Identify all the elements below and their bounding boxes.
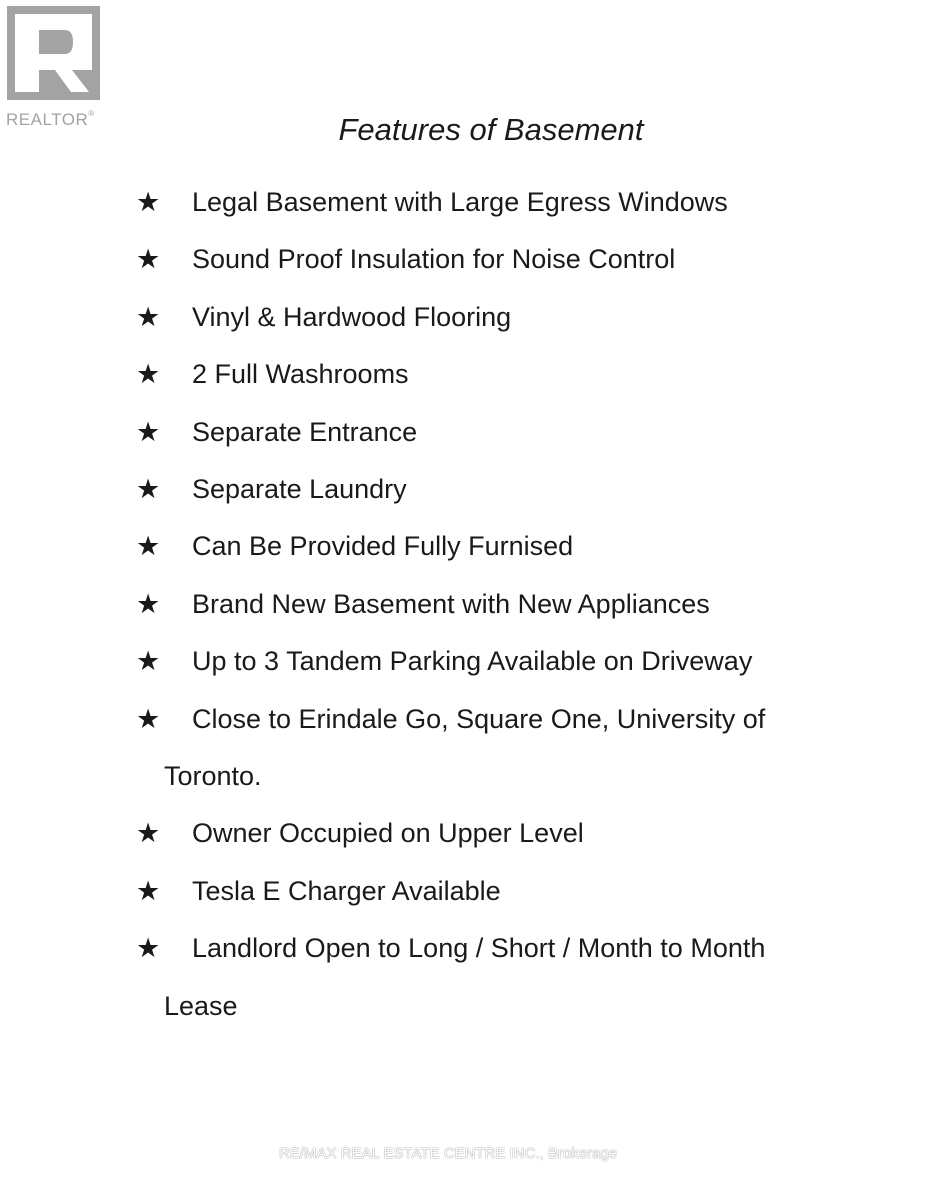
feature-list: [136, 174, 816, 1035]
feature-text: Separate Entrance: [192, 416, 418, 447]
realtor-logo-mark: [7, 6, 100, 100]
star-icon: ★: [136, 474, 161, 506]
realtor-logo-text: REALTOR®: [6, 109, 95, 129]
feature-text: Brand New Basement with New Appliances: [192, 588, 710, 619]
feature-text: Landlord Open to Long / Short / Month to Month: [192, 933, 766, 964]
feature-text-continued: Toronto.: [164, 761, 262, 792]
list-item: [136, 805, 816, 862]
star-icon: ★: [136, 416, 161, 448]
feature-text: Sound Proof Insulation for Noise Control: [192, 244, 676, 275]
feature-text: Legal Basement with Large Egress Windows: [192, 187, 728, 217]
feature-text: Tesla E Charger Available: [192, 875, 501, 906]
star-icon: ★: [136, 588, 161, 620]
feature-text: Separate Laundry: [192, 474, 407, 505]
star-icon: ★: [136, 531, 161, 563]
feature-text: Owner Occupied on Upper Level: [192, 818, 584, 849]
list-item: [136, 289, 816, 346]
list-item: [136, 576, 816, 633]
star-icon: ★: [136, 933, 161, 965]
brokerage-watermark: RE/MAX REAL ESTATE CENTRE INC., Brokerage: [279, 1145, 618, 1162]
page-title: Features of Basement: [338, 112, 644, 147]
list-item: [136, 404, 816, 461]
star-icon: ★: [136, 703, 161, 735]
list-item: [136, 863, 816, 920]
list-item: [136, 174, 816, 231]
list-item: [136, 461, 816, 518]
list-item: [136, 633, 816, 690]
feature-text: Can Be Provided Fully Furnised: [192, 531, 574, 562]
star-icon: ★: [136, 359, 161, 391]
list-item: [136, 231, 816, 288]
feature-text: Up to 3 Tandem Parking Available on Driveway: [192, 646, 753, 677]
feature-text-continued: Lease: [164, 990, 238, 1021]
list-item: [136, 346, 816, 403]
feature-text: Vinyl & Hardwood Flooring: [192, 301, 512, 332]
star-icon: ★: [136, 187, 161, 218]
list-item: [136, 518, 816, 575]
star-icon: ★: [136, 244, 161, 276]
list-item: [136, 920, 816, 1035]
star-icon: ★: [136, 646, 161, 678]
feature-text: Close to Erindale Go, Square One, University of: [192, 703, 766, 734]
feature-text: 2 Full Washrooms: [192, 359, 409, 390]
star-icon: ★: [136, 875, 161, 907]
star-icon: ★: [136, 301, 161, 333]
list-item: [136, 691, 816, 806]
star-icon: ★: [136, 818, 161, 850]
